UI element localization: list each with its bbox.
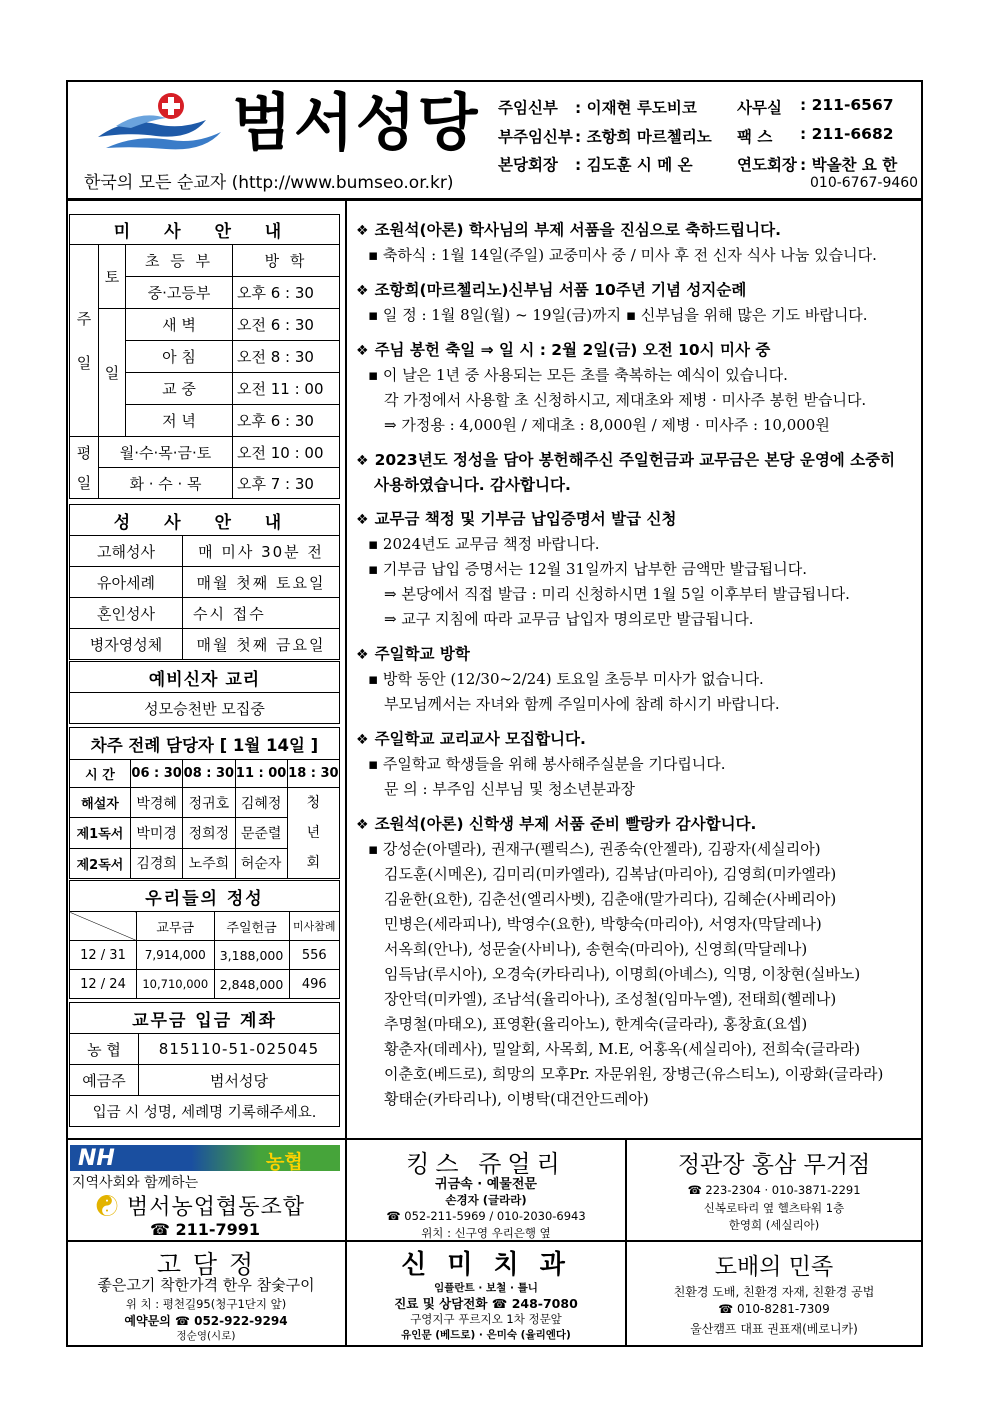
liturgy-head: 06 : 30: [131, 760, 183, 788]
nh-name: 범서농업협동조합: [127, 1195, 306, 1220]
notice-title-text: 조항희(마르첼리노)신부님 서품 10주년 기념 성지순례: [374, 281, 747, 299]
notice-block: [356, 218, 916, 268]
role-value: : 211-6567: [800, 96, 894, 114]
liturgy-role: 해설자: [70, 788, 131, 818]
ginseng-location: 신복로타리 옆 헬츠타워 1층: [703, 1201, 845, 1215]
diamond-bullet-icon: ❖: [356, 817, 369, 833]
mass-name: 아 침: [126, 341, 233, 373]
dental-phone: 진료 및 상담전화 ☎ 248-7080: [394, 1296, 578, 1311]
liturgy-person: 정희정: [183, 818, 235, 848]
sacrament-name: 혼인성사: [70, 598, 183, 629]
account-note: 입금 시 성명, 세례명 기록해주세요.: [70, 1096, 340, 1127]
role-value: : 박올찬 요 한: [800, 156, 898, 174]
notice-line: ▪ 일 정 : 1월 8일(월) ~ 19일(금)까지 ▪ 신부님을 위해 많은 기도 바랍니다.: [368, 306, 868, 324]
liturgy-person: 문준렬: [235, 818, 287, 848]
sacrament-title: 성 사 안 내: [70, 505, 340, 536]
bank-number: 815110-51-025045: [139, 1034, 340, 1065]
notice-line: 문 의 : 부주임 신부님 및 청소년분과장: [384, 780, 636, 798]
dental-owner: 유인문 (베드로) · 은미숙 (율리엔다): [401, 1329, 571, 1341]
liturgy-person: 박경혜: [131, 788, 183, 818]
notice-line: ▪ 방학 동안 (12/30~2/24) 토요일 초등부 미사가 없습니다.: [368, 670, 764, 688]
notice-title: [356, 338, 916, 363]
wallpaper-name: 도배의 민족: [714, 1254, 834, 1280]
offering-value: 2,848,000: [214, 970, 289, 999]
ginseng-phone: ☎ 223-2304 · 010-3871-2291: [687, 1183, 861, 1197]
notice-title-cont: 사용하였습니다. 감사합니다.: [374, 476, 571, 494]
sacrament-value: 매월 첫째 금요일: [183, 629, 340, 660]
header-divider: [66, 198, 923, 201]
mass-name: 월·수·목·금·토: [99, 437, 233, 468]
notice-title-text: 조원석(아론) 학사님의 부제 서품을 진심으로 축하드립니다.: [374, 221, 781, 239]
youth-char: 청: [306, 795, 321, 811]
catechumen-table: [69, 661, 340, 724]
notice-title-text: 조원석(아론) 신학생 부제 서품 준비 빨랑카 감사합니다.: [374, 815, 757, 833]
ginseng-owner: 한영희 (세실리아): [728, 1218, 820, 1232]
mass-time: 오후 6 : 30: [233, 405, 340, 437]
liturgy-role: 제1독서: [70, 818, 131, 848]
diamond-bullet-icon: ❖: [356, 647, 369, 663]
offering-table: [69, 880, 340, 999]
liturgy-person: 노주희: [183, 848, 235, 878]
holder-name: 범서성당: [139, 1065, 340, 1096]
notice-title-text: 교무금 책정 및 기부금 납입증명서 발급 신청: [374, 510, 677, 528]
role-value: : 211-6682: [800, 125, 894, 143]
kings-sub: 귀금속 · 예물전문: [435, 1177, 537, 1192]
notice-block: [356, 278, 916, 328]
notice-line: 임득남(루시아), 오경숙(카타리나), 이명희(아녜스), 익명, 이창현(실바노): [384, 965, 861, 983]
notice-title-text: 주님 봉헌 축일 ⇒ 일 시 : 2월 2일(금) 오전 10시 미사 중: [374, 341, 771, 359]
role-label: 연도회장: [737, 156, 797, 174]
notice-block: [356, 812, 916, 1112]
nh-logo: NH: [78, 1146, 115, 1171]
mass-time: 오전 8 : 30: [233, 341, 340, 373]
offering-title: 우리들의 정성: [70, 881, 340, 912]
notice-line: ⇒ 교구 지침에 따라 교무금 납입자 명의로만 발급됩니다.: [384, 610, 754, 628]
role-value: : 김도훈 시 메 온: [575, 156, 693, 174]
wallpaper-phone: ☎ 010-8281-7309: [718, 1302, 830, 1316]
sacrament-name: 고해성사: [70, 536, 183, 567]
notice-block: [356, 727, 916, 802]
footer-col-divider: [345, 1138, 347, 1347]
account-title: 교무금 입금 계좌: [70, 1003, 340, 1034]
ginseng-name: 정관장 홍삼 무거점: [677, 1152, 871, 1178]
godam-phone: 예약문의 ☎ 052-922-9294: [124, 1314, 288, 1328]
liturgy-head: 18 : 30: [287, 760, 339, 788]
diamond-bullet-icon: ❖: [356, 453, 369, 469]
notice-line: ▪ 2024년도 교무금 책정 바랍니다.: [368, 535, 600, 553]
notice-line: 장안덕(미카엘), 조남석(율리아나), 조성철(임마누엘), 전태희(헬레나): [384, 990, 837, 1008]
mass-name: 중·고등부: [126, 277, 233, 309]
notice-block: [356, 642, 916, 717]
kings-phone: ☎ 052-211-5969 / 010-2030-6943: [386, 1209, 586, 1223]
notice-title: [356, 218, 916, 243]
column-divider: [345, 201, 347, 1138]
diagonal-cell: [70, 912, 137, 941]
role-label: 부주임신부: [498, 128, 573, 146]
diamond-bullet-icon: ❖: [356, 283, 369, 299]
bank-label: 농 협: [70, 1034, 139, 1065]
diamond-bullet-icon: ❖: [356, 343, 369, 359]
wallpaper-owner: 울산캠프 대표 권표재(베로니카): [690, 1322, 858, 1336]
notice-title: [356, 448, 916, 473]
dental-sub: 임플란트 · 보철 · 틀니: [434, 1282, 538, 1294]
notice-line: ▪ 주일학교 학생들을 위해 봉사해주실분을 기다립니다.: [368, 755, 726, 773]
sacrament-name: 유아세례: [70, 567, 183, 598]
sunday-day-label: 일: [99, 309, 126, 437]
mass-name: 초 등 부: [126, 245, 233, 277]
sunday-label: 주 일: [70, 245, 99, 437]
notice-line: 추명철(마태오), 표영환(율리아노), 한계숙(글라라), 홍창효(요셉): [384, 1015, 808, 1033]
mass-time: 방 학: [233, 245, 340, 277]
godam-location: 위 치 : 평천길95(청구1단지 앞): [125, 1297, 287, 1311]
mass-time: 오전 11 : 00: [233, 373, 340, 405]
mass-name: 화 · 수 · 목: [99, 468, 233, 499]
notice-title: [356, 507, 916, 532]
notice-title-text: 2023년도 정성을 담아 봉헌해주신 주일헌금과 교무금은 본당 운영에 소중히: [374, 451, 896, 469]
mass-time: 오후 6 : 30: [233, 277, 340, 309]
weekday-label: 평 일: [70, 437, 99, 499]
notice-line: ▪ 기부금 납입 증명서는 12월 31일까지 납부한 금액만 발급됩니다.: [368, 560, 808, 578]
notice-line: ⇒ 본당에서 직접 발급 : 미리 신청하시면 1월 5일 이후부터 발급됩니다.: [384, 585, 850, 603]
catechumen-title: 예비신자 교리: [70, 662, 340, 693]
phone-extra: 010-6767-9460: [810, 175, 919, 191]
offering-head: 미사참례: [289, 912, 340, 941]
mass-name: 새 벽: [126, 309, 233, 341]
notice-title: [356, 642, 916, 667]
notice-line: 김도훈(시메온), 김미리(미카엘라), 김복남(마리아), 김영희(미카엘라): [384, 865, 837, 883]
youth-char: 년: [306, 825, 321, 841]
notice-title-text: 주일학교 교리교사 모집합니다.: [374, 730, 586, 748]
mass-table: [69, 214, 340, 499]
godam-sub: 좋은고기 착한가격 한우 참숯구이: [97, 1276, 315, 1294]
saturday-label: 토: [99, 245, 126, 309]
notice-block: [356, 448, 916, 497]
kings-location: 위치 : 신구영 우리은행 옆: [421, 1226, 551, 1240]
notice-title-text: 주일학교 방학: [374, 645, 470, 663]
church-subtitle: 한국의 모든 순교자 (http://www.bumseo.or.kr): [84, 173, 454, 193]
kings-name: 킹스 쥬얼리: [406, 1150, 566, 1178]
godam-name: 고 담 정: [156, 1250, 256, 1279]
notice-line: 부모님께서는 자녀와 함께 주일미사에 참례 하시기 바랍니다.: [384, 695, 780, 713]
nh-phone: ☎ 211-7991: [149, 1220, 261, 1239]
liturgy-person: 정귀호: [183, 788, 235, 818]
liturgy-person: 허순자: [235, 848, 287, 878]
role-value: : 이재현 루도비코: [575, 99, 697, 117]
notice-title: [356, 727, 916, 752]
notices: [356, 218, 916, 1112]
notice-title: [356, 278, 916, 303]
mass-name: 교 중: [126, 373, 233, 405]
offering-value: 10,710,000: [137, 970, 215, 999]
role-label: 사무실: [737, 99, 782, 117]
mass-time: 오후 7 : 30: [233, 468, 340, 499]
youth-char: 회: [306, 855, 321, 871]
liturgy-role: 제2독서: [70, 848, 131, 878]
offering-value: 496: [289, 970, 340, 999]
notice-line: 황태순(카타리나), 이병탁(대건안드레아): [384, 1090, 649, 1108]
liturgy-head: 11 : 00: [235, 760, 287, 788]
sacrament-value: 매 미사 30분 전: [183, 536, 340, 567]
liturgy-person: 박미경: [131, 818, 183, 848]
sacrament-table: [69, 504, 340, 660]
liturgy-head: 시 간: [70, 760, 131, 788]
offering-head: 주일헌금: [214, 912, 289, 941]
role-value: : 조항희 마르첼리노: [575, 128, 712, 146]
offering-value: 7,914,000: [137, 941, 215, 970]
diamond-bullet-icon: ❖: [356, 223, 369, 239]
notice-line: 황춘자(데레사), 밀알회, 사목회, M.E, 어홍옥(세실리아), 전희숙(글라라): [384, 1040, 861, 1058]
nh-name-wrap: [96, 1190, 305, 1221]
holder-label: 예금주: [70, 1065, 139, 1096]
nh-banner: [70, 1145, 340, 1171]
notice-line: 서옥희(안나), 성문술(사비나), 송현숙(마리아), 신영희(막달레나): [384, 940, 808, 958]
kings-owner: 손경자 (글라라): [445, 1193, 527, 1207]
godam-owner: 정순영(시로): [176, 1330, 236, 1342]
nh-mark-icon: ☯: [96, 1195, 120, 1220]
mass-time: 오전 6 : 30: [233, 309, 340, 341]
notice-line: ⇒ 가정용 : 4,000원 / 제대초 : 8,000원 / 제병 · 미사주 : 10,000원: [384, 416, 830, 434]
diamond-bullet-icon: ❖: [356, 732, 369, 748]
role-label: 팩 스: [737, 128, 773, 146]
footer-divider: [66, 1138, 923, 1140]
liturgy-table: [69, 727, 340, 879]
mass-time: 오전 10 : 00: [233, 437, 340, 468]
mass-name: 저 녁: [126, 405, 233, 437]
offering-head: 교무금: [137, 912, 215, 941]
wallpaper-sub: 친환경 도배, 친환경 자재, 친환경 공법: [673, 1285, 875, 1299]
notice-line: 민병은(세라피나), 박영수(요한), 박향숙(마리아), 서영자(막달레나): [384, 915, 822, 933]
notice-line: 김윤한(요한), 김춘선(엘리사벳), 김춘애(말가리다), 김혜순(사베리아): [384, 890, 837, 908]
nh-line1: 지역사회와 함께하는: [72, 1175, 199, 1191]
offering-date: 12 / 31: [70, 941, 137, 970]
catechumen-text: 성모승천반 모집중: [70, 693, 340, 724]
dental-name: 신 미 치 과: [401, 1250, 571, 1280]
footer-col-divider: [625, 1138, 627, 1347]
notice-block: [356, 338, 916, 438]
offering-value: 556: [289, 941, 340, 970]
notice-line: ▪ 강성순(아델라), 권재구(펠릭스), 권종숙(안젤라), 김광자(세실리아): [368, 840, 821, 858]
liturgy-person: 김경희: [131, 848, 183, 878]
mass-title: 미 사 안 내: [70, 215, 340, 245]
sacrament-name: 병자영성체: [70, 629, 183, 660]
dental-location: 구영지구 푸르지오 1차 정문앞: [410, 1312, 562, 1326]
account-table: [69, 1002, 340, 1127]
offering-date: 12 / 24: [70, 970, 137, 999]
nh-logo-text: 농협: [266, 1151, 303, 1173]
role-label: 주임신부: [498, 99, 558, 117]
sacrament-value: 수시 접수: [183, 598, 340, 629]
liturgy-head: 08 : 30: [183, 760, 235, 788]
role-label: 본당회장: [498, 156, 558, 174]
offering-value: 3,188,000: [214, 941, 289, 970]
church-logo: [96, 92, 226, 152]
notice-block: [356, 507, 916, 632]
notice-line: ▪ 축하식 : 1월 14일(주일) 교중미사 중 / 미사 후 전 신자 식사 나눔 있습니다.: [368, 246, 877, 264]
church-name: 범서성당: [232, 86, 480, 159]
diamond-bullet-icon: ❖: [356, 512, 369, 528]
youth-group: [287, 788, 339, 879]
notice-line: 이춘호(베드로), 희망의 모후Pr. 자문위원, 장병근(유스티노), 이광화(글라라): [384, 1065, 884, 1083]
notice-line: 각 가정에서 사용할 초 신청하시고, 제대초와 제병 · 미사주 봉헌 받습니다.: [384, 391, 867, 409]
notice-title: [356, 812, 916, 837]
notice-line: ▪ 이 날은 1년 중 사용되는 모든 초를 축복하는 예식이 있습니다.: [368, 366, 788, 384]
sacrament-value: 매월 첫째 토요일: [183, 567, 340, 598]
liturgy-title: 차주 전례 담당자 [ 1월 14일 ]: [70, 728, 340, 760]
liturgy-person: 김혜정: [235, 788, 287, 818]
